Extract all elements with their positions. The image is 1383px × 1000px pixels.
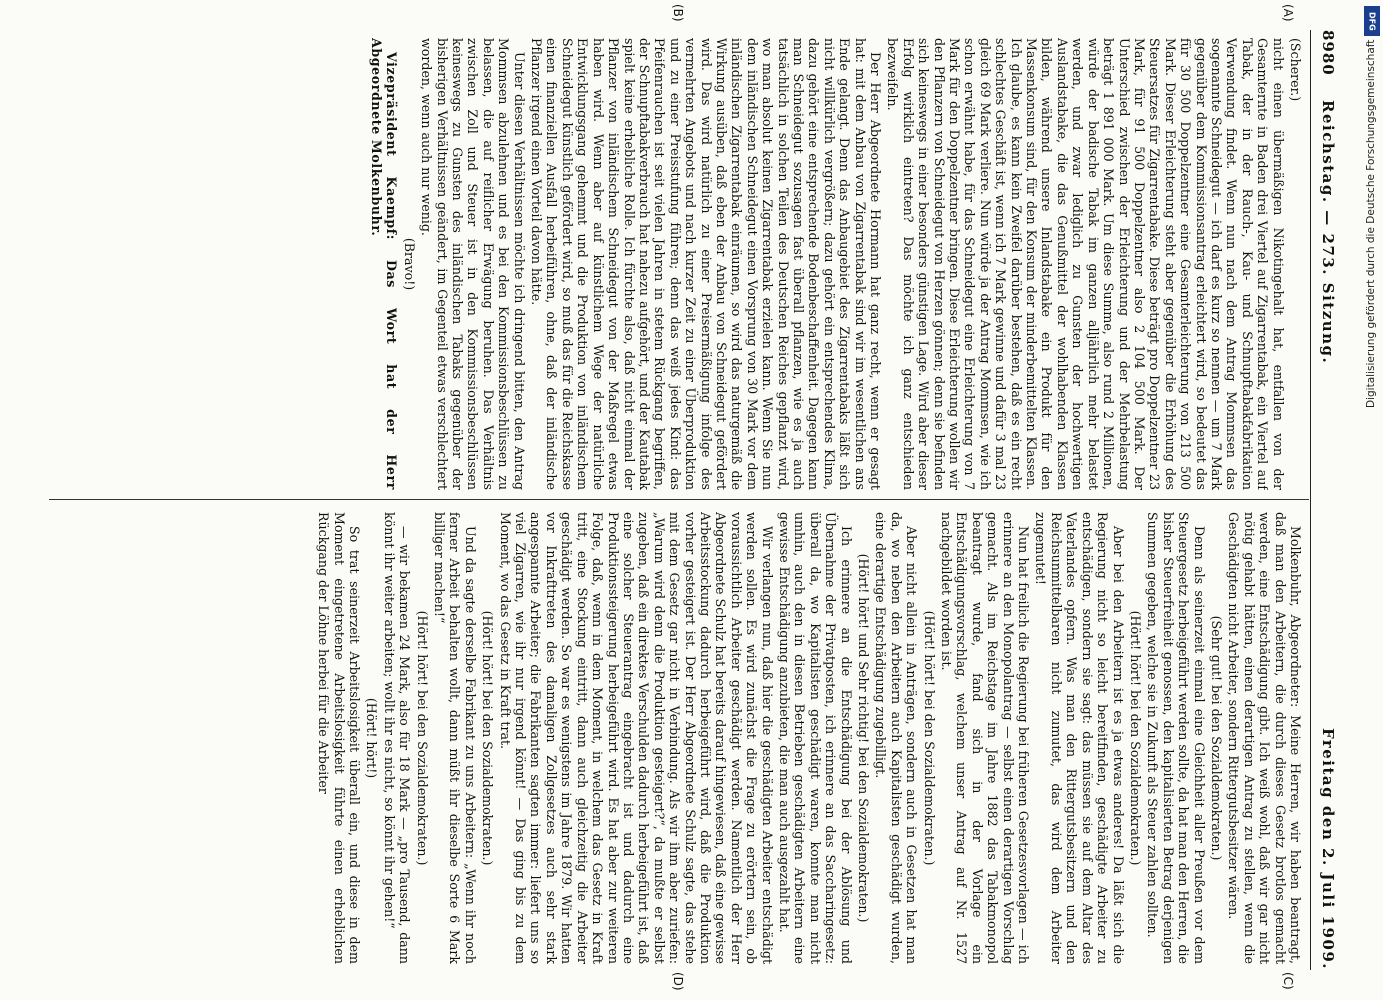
page-number: 8980 — [1319, 30, 1337, 76]
paragraph: Aber bei den Arbeitern ist es ja etwas anderes! Da läßt sich die Regierung nicht so leicht bereitfinden, geschädigte Arbeiter zu entschädigen, sondern sie sagt: das müssen sie auf dem Altar des Vaterlandes opfern. Was man den Rittergutsbesitzern und den Reichsunmittelbaren nicht zumutet, das wird dem Arbeiter zugemutet! — [1033, 512, 1126, 964]
interjection: (Hört! hört! bei den Sozialdemokraten.) — [480, 610, 496, 866]
paragraph: Denn als seinerzeit einmal eine Gleichheit aller Preußen vor dem Steuergesetz herbeigeführt werden sollte, da hat man den Herren, die bisher Steuerfreiheit genossen, den kapitalisierten Betrag derjenigen Summen gegeben, welche sie in Zukunft als Steuer zahlen sollten. — [1145, 512, 1207, 964]
right-text-column — [53, 512, 1303, 964]
margin-marker-c: (C) — [1281, 972, 1295, 990]
header-rule — [1310, 30, 1311, 970]
margin-marker-b: (B) — [671, 4, 685, 22]
paragraph: Nun hat freilich die Regierung bei früheren Gesetzesvorlagen — ich erinnere an den Monopolantrag — selbst einen derartigen Vorschlag gemacht. Als im Reichstage im Jahre 1882 das Tabakmonopol beantragt wurde, fand sich in der Vorlage ein Entschädigungsvorschlag, welchem unser Antrag auf Nr. 1527 nachgebildet worden ist. — [939, 512, 1032, 964]
interjection: (Hört! hört! bei den Sozialdemokraten.) — [1127, 610, 1143, 866]
left-text-column — [53, 38, 1303, 490]
speaker-continuation-label: (Scherer.) — [1288, 38, 1303, 102]
digitization-sidebar — [1362, 0, 1383, 1000]
paragraph: So trat seinerzeit Arbeitslosigkeit überall ein, und diese in dem Moment eingetretene Arbeitslosigkeit führte einen erheblichen Rückgang der Löhne herbei für die Arbeiter — [316, 512, 363, 964]
margin-marker-d: (D) — [671, 972, 685, 991]
header-left-title: Reichstag. — 273. Sitzung. — [1319, 100, 1337, 365]
speaker-paragraph: Molkenbuhr, Abgeordneter: Meine Herren, wir haben beantragt, daß man den Arbeitern, die durch dieses Gesetz brotlos gemacht werden, eine Entschädigung gibt. Ich weiß wohl, daß wir gar nicht nötig gehabt hätten, einen derartigen Antrag zu stellen, wenn die Geschädigten nicht Arbeiter, sondern Rittergutsbesitzer wären. — [1226, 512, 1303, 964]
digitization-credit: Digitalisierung gefördert durch die Deutsche Forschungsgemeinschaft — [1365, 40, 1377, 409]
column-divider — [49, 499, 1309, 500]
paragraph: Der Herr Abgeordnete Hormann hat ganz recht, wenn er gesagt hat: mit dem Anbau von Zigarrentabak sind wir im wesentlichen ans Ende gelangt. Denn das Anbaugebiet des Zigarrentabaks läßt sich nicht willkürlich vergrößern; dazu gehört ein entsprechendes Klima, dazu gehört eine entsprechende Bodenbeschaffenheit. Dagegen kann man Schneidegut sozusagen fast überall pflanzen, wie es ja auch tatsächlich in solchen Teilen des Deutschen Reiches gepflanzt wird, wo man absolut keinen Zigarrentabak erzielen kann. Wenn Sie nun dem inländischen Schneidegut einen Vorsprung von 30 Mark vor dem inländischen Zigarrentabak einräumen, so wird das naturgemäß die Wirkung ausüben, daß eben der Anbau von Schneidegut gefördert wird. Das wird natürlich zu einer Preisermäßigung infolge des vermehrten Angebots und nach kurzer Zeit zu einer Überproduktion und zu einer Preisstufung führen; denn das weiß jedes Kind: das Pfeifenrauchen ist seit vielen Jahren in stetem Rückgang begriffen, der Schnupftabakverbrauch hat nahezu aufgehört, und der Kautabak spielt keine erhebliche Rolle. Ich fürchte also, daß nicht einmal der Pflanzer von inländischem Schneidegut von der Maßregel etwas haben wird. Wenn aber auf künstlichem Wege der natürliche Entwicklungsgang gehemmt und die Produktion von inländischem Schneidegut künstlich gefördert wird, so muß das für die Reichskasse einen finanziellen Ausfall herbeiführen, ohne, daß der inländische Pflanzer irgend einen Vorteil davon hätte. — [529, 38, 884, 490]
paragraph: Wir verlangen nun, daß hier die geschädigten Arbeiter entschädigt werden sollen. Es wird zunächst die Frage zu erörtern sein, ob voraussichtlich Arbeiter geschädigt werden. Namentlich der Herr Abgeordnete Schulz hat bereits darauf hingewiesen, daß eine gewisse Arbeitsstockung dadurch herbeigeführt wird, daß die Produktion vorher gesteigert ist. Der Herr Abgeordnete Schulz sagte, das stehe mit dem Gesetz gar nicht in Verbindung. Als wir ihm aber zuriefen: „Warum wird denn die Produktion gesteigert?“, da mußte er selbst zugeben, daß ein direktes Verschulden dadurch herbeigeführt ist, daß eine solcher Steuerantrag eingebracht ist und dadurch eine Produktionssteigerung herbeigeführt wird. Es hat aber zur weiteren Folge, daß, wenn in dem Moment, in welchem das Gesetz in Kraft tritt, eine Stockung eintritt, dann auch gleichzeitig die Arbeiter geschädigt werden. So war es wenigstens im Jahre 1879. Wir hatten vor Inkrafttreten des damaligen Zollgesetzes auch sehr stark angespannte Arbeiter; die Fabrikanten sagten immer: liefert uns so viel Zigarren, wie ihr nur irgend könnt! — Das ging bis zu dem Moment, wo das Gesetz in Kraft trat. — [497, 512, 775, 964]
paragraph: Und da sagte derselbe Fabrikant zu uns Arbeitern: „Wenn ihr noch ferner Arbeit behalten wollt, dann müßt ihr dieselbe Sorte 6 Mark billiger machen!“ — [432, 512, 478, 964]
speaker-paragraph: Vizepräsident Kaempf: Das Wort hat der Herr Abgeordnete Molkenbuhr. — [369, 38, 400, 490]
margin-marker-a: (A) — [1281, 4, 1295, 22]
rotated-document-page — [45, 4, 1337, 991]
paragraph: Unter diesen Verhältnissen möchte ich dringend bitten, den Antrag Mommsen abzulehnen und es bei den Kommissionsbeschlüssen zu belassen, die auf reiflicher Erwägung beruhen. Das Verhältnis zwischen Zoll und Steuer ist in den Kommissionsbeschlüssen keineswegs zu Gunsten des inländischen Tabaks gegenüber der bisherigen Verhältnissen geändert, im Gegenteil etwas verschlechtert worden, wenn auch nur wenig. — [419, 38, 527, 490]
paragraph: — wir bekamen 24 Mark, also für 18 Mark — „pro Tausend, dann könnt ihr weiter arbeiten; wollt ihr es nicht, so könnt ihr gehen!“ — [381, 512, 413, 964]
interjection: (Hört! hört! und Sehr richtig! bei den Sozialdemokraten.) — [856, 553, 872, 923]
interjection: (Hört! hört! bei den Sozialdemokraten.) — [921, 610, 937, 866]
interjection: (Bravo!) — [401, 237, 417, 291]
paragraph: Ich erinnere an die Entschädigung bei der Ablösung und Übernahme der Privatposten, ich erinnere an das Saccharingesetz: überall da, wo Kapitalisten geschädigt waren, konnte man nicht umhin, auch den in diesen Betrieben geschädigten Arbeitern eine gewisse Entschädigung anzubieten, die man auch ausgezahlt hat. — [777, 512, 854, 964]
paragraph: nicht einen übermäßigen Nikotingehalt hat, entfallen von der Gesamternte in Baden drei Viertel auf Zigarrentabak, ein Viertel auf Tabak, der in der Rauch-, Kau- und Schnupftabakfabrikation Verwendung findet. Wenn nun nach dem Antrag Mommsen das sogenannte Schneidegut — ich darf es kurz so nennen — um 7 Mark gegenüber dem Kommissionsantrag erleichtert wird, so bedeutet das für 30 500 Doppelzentner eine Gesamterleichterung von 213 500 Mark. Dieser Erleichterung steht aber gegenüber die Erhöhung des Steuersatzes für Zigarrentabake. Diese beträgt pro Doppelzentner 23 Mark, für 91 500 Doppelzentner also 2 104 500 Mark. Der Unterschied zwischen der Erleichterung und der Mehrbelastung beträgt 1 891 000 Mark. Um diese Summe, also rund 2 Millionen, würde der badische Tabak im ganzen alljährlich mehr belastet werden, und zwar lediglich zu Gunsten der hochwertigen Auslandstabake, die das Genußmittel der wohlhabenden Klassen bilden, während unsere Inlandstabake ein Produkt für den Massenkonsum sind, für den Konsum der minderbemittelten Klassen. Ich glaube, es kann kein Zweifel darüber bestehen, daß es ein recht schlechtes Geschäft ist, wenn ich 7 Mark gewinne und dafür 3 mal 23 gleich 69 Mark verliere. Nun würde ja der Antrag Mommsen, wie ich schon erwähnt habe, für das Schneidegut eine Erleichterung von 7 Mark für den Doppelzentner bringen. Diese Erleichterung wollen wir den Pflanzern von Schneidegut von Herzen gönnen; denn sie befinden sich keineswegs in einer besonders günstigen Lage. Wird aber dieser Erfolg wirklich eintreten? Das möchte ich ganz entschieden bezweifeln. — [885, 38, 1286, 490]
paragraph: Aber nicht allein in Anträgen, sondern auch in Gesetzen hat man da, wo neben den Arbeitern auch Kapitalisten geschädigt wurden, eine derartige Entschädigung zugebilligt. — [873, 512, 920, 964]
page-header — [1309, 30, 1335, 970]
interjection: (Hört! hört!) — [364, 697, 380, 779]
interjection: (Hört! hört! bei den Sozialdemokraten.) — [414, 610, 430, 866]
dfg-logo: DFG — [1364, 6, 1380, 36]
interjection: (Sehr gut! bei den Sozialdemokraten.) — [1208, 615, 1224, 861]
header-right-title: Freitag den 2. Juli 1909. — [1319, 727, 1337, 970]
